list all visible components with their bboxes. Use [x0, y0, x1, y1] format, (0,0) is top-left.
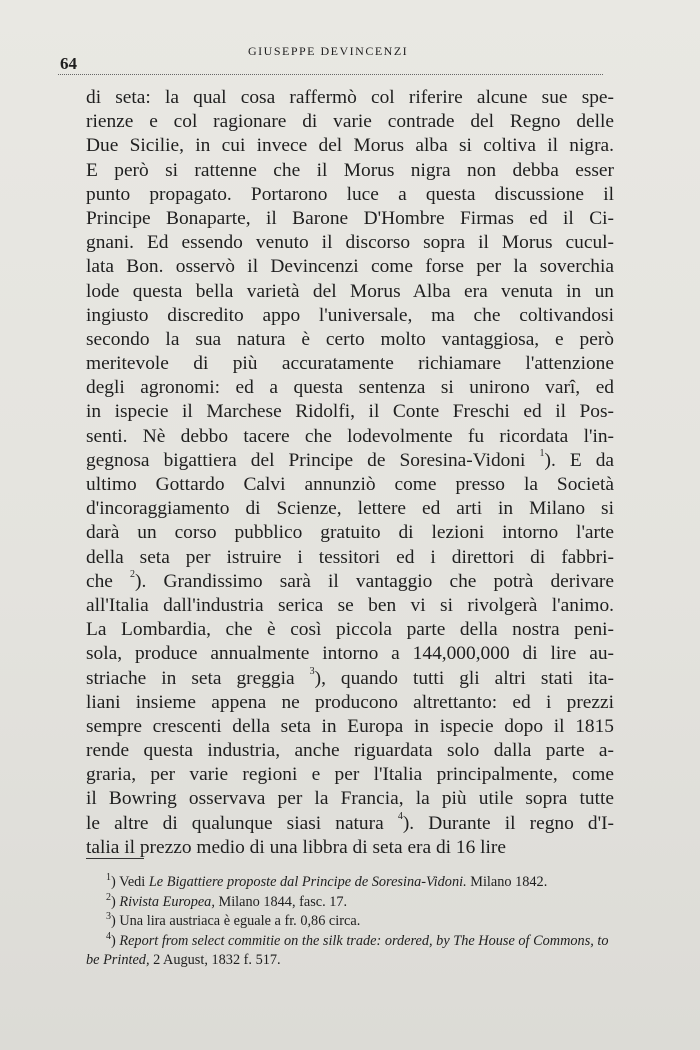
footnote-ref-4[interactable]: 4: [397, 810, 403, 822]
text-segment: che: [86, 570, 113, 592]
footnote-text: ): [111, 932, 120, 949]
header-dotted-rule: [58, 74, 603, 75]
text-segment: ). E da: [544, 449, 614, 471]
text-line: punto propagato. Portarono luce a questa discussione il: [86, 183, 614, 205]
running-head: GIUSEPPE DEVINCENZI: [248, 44, 409, 58]
footnotes: [86, 873, 622, 971]
footnote-marker: 4: [106, 930, 111, 942]
footnote-text: 2 August, 1832 f. 517.: [149, 952, 281, 968]
text-segment: ), quando tutti gli altri stati ita-: [314, 667, 614, 689]
text-segment: ). Grandissimo sarà il vantaggio che potrà derivare: [135, 570, 614, 592]
text-line: il Bowring osservava per la Francia, la più utile sopra tutte: [86, 788, 614, 810]
text-line: meritevole di più accuratamente richiamare l'attenzione: [86, 353, 614, 375]
text-line: d'incoraggiamento di Scienze, lettere ed arti in Milano si: [86, 498, 614, 520]
text-line-with-note: [86, 570, 614, 594]
text-line: sempre crescenti della seta in Europa in ispecie dopo il 1815: [86, 715, 614, 737]
footnote-title: Rivista Europea,: [119, 893, 215, 910]
footnote-4: [86, 932, 622, 971]
text-line: darà un corso pubblico gratuito di lezioni intorno l'arte: [86, 522, 614, 544]
text-line-with-note: [86, 449, 614, 473]
text-segment: gegnosa bigattiera del Principe de Soresina-Vidoni: [86, 449, 526, 471]
text-line: secondo la sua natura è certo molto vantaggiosa, e però: [86, 328, 614, 350]
text-line: Due Sicilie, in cui invece del Morus alba si coltiva il nigra.: [86, 135, 614, 157]
text-segment: striache in seta greggia: [86, 667, 295, 689]
text-line: all'Italia dall'industria serica se ben vi si rivolgerà l'animo.: [86, 594, 614, 616]
text-line: talia il prezzo medio di una libbra di seta era di 16 lire: [86, 836, 506, 858]
footnote-marker: 2: [106, 891, 111, 903]
text-line: E però si rattenne che il Morus nigra non debba esser: [86, 159, 614, 181]
text-line: in ispecie il Marchese Ridolfi, il Conte Freschi ed il Pos-: [86, 401, 614, 423]
text-line: lata Bon. osservò il Devincenzi come forse per la soverchia: [86, 256, 614, 278]
text-line: sola, produce annualmente intorno a 144,000,000 di lire au-: [86, 643, 614, 665]
footnote-title: Report from select commitie on the silk trade: ordered, by The House of Commons, to be Printed,: [86, 932, 609, 968]
text-line: degli agronomi: ed a questa sentenza si unirono varî, ed: [86, 377, 614, 399]
text-line: di seta: la qual cosa raffermò col riferire alcune sue spe-: [86, 87, 614, 108]
text-line: liani insieme appena ne producono altrettanto: ed i prezzi: [86, 691, 614, 713]
footnote-marker: 3: [106, 911, 111, 922]
footnote-rule: [86, 858, 144, 859]
footnote-title: Le Bigattiere proposte dal Principe de Soresina-Vidoni.: [148, 874, 467, 890]
text-line: graria, per varie regioni e per l'Italia principalmente, come: [86, 764, 614, 786]
text-line: ingiusto discredito appo l'universale, ma che coltivandosi: [86, 304, 614, 326]
footnote-1: [86, 873, 622, 893]
footnote-ref-1[interactable]: 1: [539, 447, 545, 459]
text-segment: le altre di qualunque siasi natura: [86, 812, 384, 834]
text-line: rende questa industria, anche riguardata solo dalla parte a-: [86, 740, 614, 762]
text-line: gnani. Ed essendo venuto il discorso sopra il Morus cucul-: [86, 232, 614, 254]
footnote-marker: 1: [106, 872, 111, 883]
text-line: La Lombardia, che è così piccola parte della nostra peni-: [86, 619, 614, 641]
footnote-ref-2[interactable]: 2: [130, 568, 136, 580]
text-line: della seta per istruire i tessitori ed i direttori di fabbri-: [86, 546, 614, 568]
footnote-text: ) Vedi: [111, 874, 149, 890]
footnote-text: Milano 1842.: [466, 874, 548, 890]
body-text: [86, 86, 614, 860]
footnote-2: [86, 893, 622, 913]
footnote-text: ): [111, 893, 120, 910]
text-line: Principe Bonaparte, il Barone D'Hombre Firmas ed il Ci-: [86, 207, 614, 229]
footnote-text: Milano 1844, fasc. 17.: [214, 893, 348, 910]
text-line: lode questa bella varietà del Morus Alba era venuta in un: [86, 280, 614, 302]
page-header: [58, 40, 603, 80]
footnote-text: ) Una lira austriaca è eguale a fr. 0,86 circa.: [111, 913, 361, 929]
text-segment: ). Durante il regno d'I-: [402, 812, 614, 834]
footnote-ref-3[interactable]: 3: [309, 665, 315, 677]
text-line-with-note: [86, 667, 614, 691]
text-line-with-note: [86, 812, 614, 836]
footnote-3: [86, 912, 622, 932]
text-line: ultimo Gottardo Calvi annunziò come presso la Società: [86, 474, 614, 495]
text-line: rienze e col ragionare di varie contrade del Regno delle: [86, 111, 614, 133]
page-number: 64: [60, 54, 77, 73]
text-line: senti. Nè debbo tacere che lodevolmente fu ricordata l'in-: [86, 425, 614, 447]
